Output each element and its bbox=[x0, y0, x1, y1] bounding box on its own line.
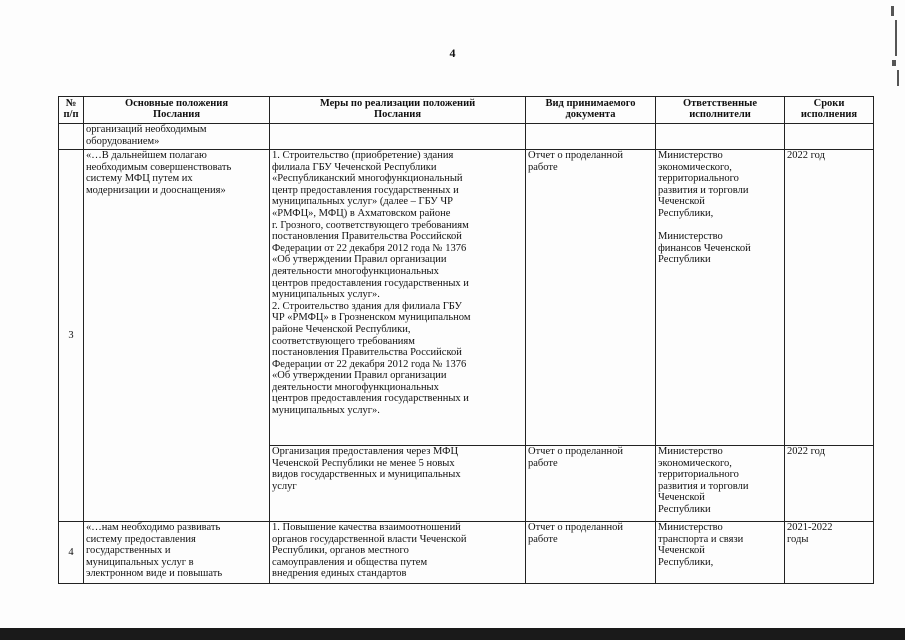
row-3-num: 3 bbox=[59, 150, 84, 522]
row-3-provision: «…В дальнейшем полагаю необходимым совершенствовать систему МФЦ путем их модернизации и дооснащения» bbox=[84, 150, 270, 522]
row-3b-executors: Министерство экономического, территориального развития и торговли Чеченской Республики bbox=[656, 446, 785, 522]
row-cont-measure bbox=[270, 124, 526, 150]
row-3-executors: Министерство экономического, территориального развития и торговли Чеченской Республики, Министерство финансов Чеченской Республики bbox=[656, 150, 785, 446]
row-3-doc-type: Отчет о проделанной работе bbox=[526, 150, 656, 446]
row-cont-num bbox=[59, 124, 84, 150]
table-row bbox=[59, 150, 874, 446]
row-3b-measure: Организация предоставления через МФЦ Чеченской Республики не менее 5 новых видов государственных и муниципальных услуг bbox=[270, 446, 526, 522]
row-3b-doc-type: Отчет о проделанной работе bbox=[526, 446, 656, 522]
header-deadline: Сроки исполнения bbox=[785, 97, 874, 124]
row-4-provision: «…нам необходимо развивать систему предоставления государственных и муниципальных услуг в электронном виде и повышать bbox=[84, 522, 270, 584]
row-cont-deadline bbox=[785, 124, 874, 150]
row-4-num: 4 bbox=[59, 522, 84, 584]
header-executors: Ответственные исполнители bbox=[656, 97, 785, 124]
header-measures: Меры по реализации положений Послания bbox=[270, 97, 526, 124]
row-cont-doc-type bbox=[526, 124, 656, 150]
row-cont-executors bbox=[656, 124, 785, 150]
row-4-doc-type: Отчет о проделанной работе bbox=[526, 522, 656, 584]
header-num: № п/п bbox=[59, 97, 84, 124]
table-row bbox=[59, 124, 874, 150]
row-cont-provision: организаций необходимым оборудованием» bbox=[84, 124, 270, 150]
row-4-executors: Министерство транспорта и связи Чеченской Республики, bbox=[656, 522, 785, 584]
header-doc-type: Вид принимаемого документа bbox=[526, 97, 656, 124]
table-header-row bbox=[59, 97, 874, 124]
row-4-deadline: 2021-2022 годы bbox=[785, 522, 874, 584]
measures-table bbox=[58, 96, 874, 584]
scan-bottom-edge bbox=[0, 628, 905, 640]
table-row bbox=[59, 522, 874, 584]
page-number: 4 bbox=[449, 46, 456, 60]
row-3-measure: 1. Строительство (приобретение) здания филиала ГБУ Чеченской Республики «Республиканский многофункциональный центр предоставления государственных и муниципальных услуг» (далее – ГБУ ЧР «РМФЦ», МФЦ) в Ахматовском районе г. Грозного, соответствующего требованиям постановления Правительства Российской Федерации от 22 декабря 2012 года № 1376 «Об утверждении Правил организации деятельности многофункциональных центров предоставления государственных и муниципальных услуг». 2. Строительство здания для филиала ГБУ ЧР «РМФЦ» в Грозненском муниципальном районе Чеченской Республики, соответствующего требованиям постановления Правительства Российской Федерации от 22 декабря 2012 года № 1376 «Об утверждении Правил организации деятельности многофункциональных центров предоставления государственных и муниципальных услуг». bbox=[270, 150, 526, 446]
row-3b-deadline: 2022 год bbox=[785, 446, 874, 522]
row-3-deadline: 2022 год bbox=[785, 150, 874, 446]
header-provisions: Основные положения Послания bbox=[84, 97, 270, 124]
row-4-measure: 1. Повышение качества взаимоотношений органов государственной власти Чеченской Республики, органов местного самоуправления и общества путем внедрения единых стандартов bbox=[270, 522, 526, 584]
